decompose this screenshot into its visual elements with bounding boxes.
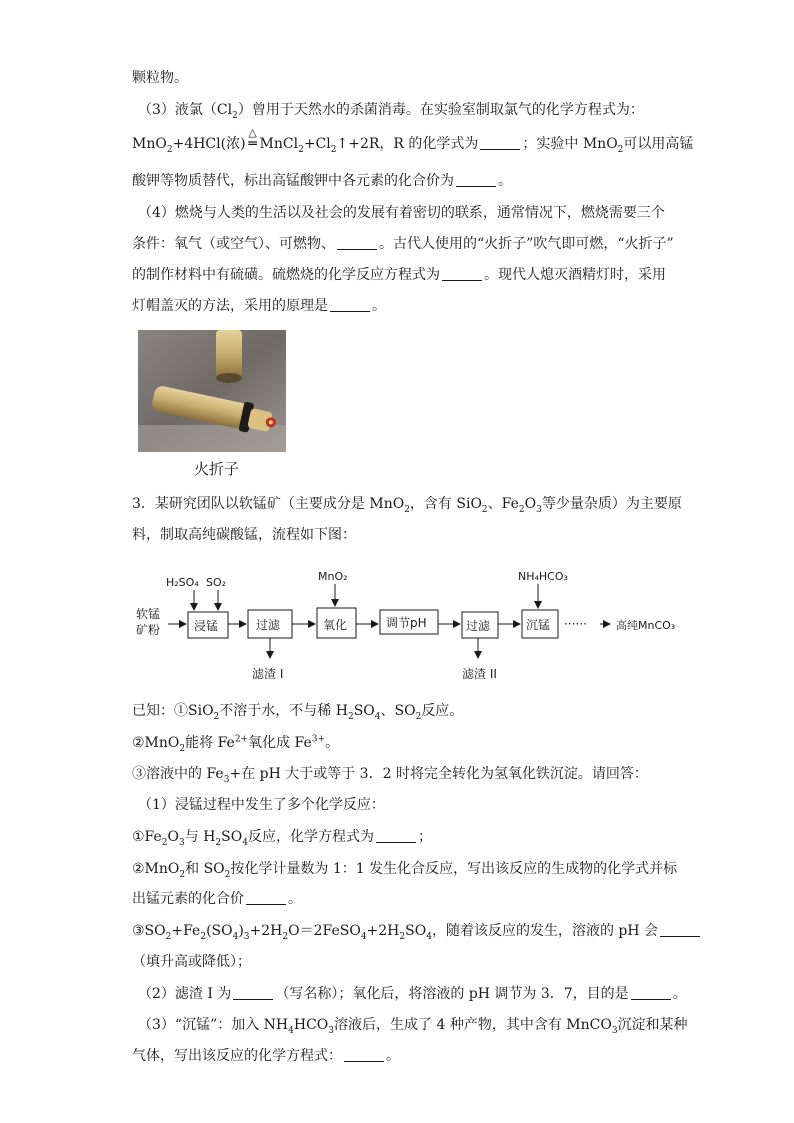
subquestion-1a: $①Fe_2O_3$与 $H_2SO_4$反应，化学方程式为 ； xyxy=(132,829,432,848)
text-line-1: 颗粒物。 xyxy=(132,70,188,86)
final-product: 高纯MnCO₃ xyxy=(616,619,676,632)
process-flow-diagram xyxy=(132,562,692,684)
known-2: ②MnO$_2$能将 $Fe^{2+}$氧化成 $Fe^{3+}$。 xyxy=(132,734,340,754)
question-3-intro: 3．某研究团队以软锰矿（主要成分是 MnO$_2$，含有 SiO$_2$、$Fe_2O_3$等少量杂质）为主要原 xyxy=(132,496,682,515)
fire-stick-photo xyxy=(138,330,286,452)
text-line-4: 酸钾等物质替代，标出高锰酸钾中各元素的化合价为 。 xyxy=(132,173,512,189)
subquestion-1c-cont: （填升高或降低）； xyxy=(132,954,251,970)
answer-blank[interactable] xyxy=(480,135,520,150)
residue-2: 滤渣 II xyxy=(462,667,497,681)
subquestion-2: （2）滤渣 I 为 （写名称）；氧化后，将溶液的 pH 调节为 3．7，目的是 。 xyxy=(138,986,687,1002)
chlorine-equation-line: MnO$_2$+4HCl(浓) △ ═ $MnCl_2+Cl_2↑+2R$，R 的化学式为 ；实验中 MnO$_2$可以用高锰 xyxy=(132,126,694,155)
text-line-8: 灯帽盖灭的方法，采用的原理是 。 xyxy=(132,298,386,314)
answer-blank[interactable] xyxy=(660,922,700,937)
subquestion-1b: ②MnO$_2$和 $SO_2$按化学计量数为 1：1 发生化合反应，写出该反应的生成物的化学式并标 xyxy=(132,861,678,880)
text-line-6: 条件：氧气（或空气）、可燃物、 。古代人使用的“火折子”吹气即可燃，“火折子” xyxy=(132,236,674,252)
question-4-combustion: （4）燃烧与人类的生活以及社会的发展有着密切的联系，通常情况下，燃烧需要三个 xyxy=(138,205,665,221)
answer-blank[interactable] xyxy=(233,985,273,1000)
raw-material-label-2: 矿粉 xyxy=(136,623,161,637)
input-mno2: MnO₂ xyxy=(318,570,348,583)
step-precipitation: 沉锰 xyxy=(526,618,551,632)
residue-1: 滤渣 I xyxy=(252,667,284,681)
answer-blank[interactable] xyxy=(246,890,286,905)
answer-blank[interactable] xyxy=(456,172,496,187)
answer-blank[interactable] xyxy=(442,266,482,281)
photo-caption: 火折子 xyxy=(194,460,240,478)
step-filter-2: 过滤 xyxy=(466,619,491,633)
answer-blank[interactable] xyxy=(631,985,671,1000)
answer-blank[interactable] xyxy=(376,828,416,843)
step-oxidation: 氧化 xyxy=(323,618,348,632)
answer-blank[interactable] xyxy=(344,1047,384,1062)
input-nh4hco3: NH₄HCO₃ xyxy=(518,570,568,583)
input-h2so4: H₂SO₄ xyxy=(166,576,199,589)
known-1: 已知：①SiO$_2$不溶于水，不与稀 $H_2SO_4$、$SO_2$反应。 xyxy=(132,703,464,722)
known-3: ③溶液中的 $Fe_3+$在 pH 大于或等于 3．2 时将完全转化为氢氧化铁沉淀。请回答： xyxy=(132,766,648,785)
text-line-10: 料，制取高纯碳酸锰，流程如下图： xyxy=(132,527,356,543)
step-adjust-ph: 调节pH xyxy=(386,616,427,630)
input-so2: SO₂ xyxy=(206,576,227,589)
raw-material-label-1: 软锰 xyxy=(136,607,161,621)
subquestion-1c: $③SO_2+Fe_2(SO_4)_3+2H_2O=2FeSO_4+2H_2SO_4$，随着该反应的发生，溶液的 pH 会 xyxy=(132,921,702,941)
flow-dots: ······ xyxy=(564,617,587,631)
step-filter-1: 过滤 xyxy=(256,618,281,632)
answer-blank[interactable] xyxy=(337,235,377,250)
subquestion-3: （3）“沉锰”：加入 $NH_4HCO_3$溶液后，生成了 4 种产物，其中含有 MnCO$_3$沉淀和某种 xyxy=(138,1017,688,1036)
subquestion-3-cont: 气体，写出该反应的化学方程式： 。 xyxy=(132,1048,400,1064)
text-line-7: 的制作材料中有硫磺。硫燃烧的化学反应方程式为 。现代人熄灭酒精灯时，采用 xyxy=(132,267,666,283)
step-leaching: 浸锰 xyxy=(194,619,219,633)
subquestion-1b-cont: 出锰元素的化合价 。 xyxy=(132,891,302,907)
subquestion-1: （1）浸锰过程中发生了多个化学反应： xyxy=(138,797,385,813)
question-3-liquid-chlorine: （3）液氯$(Cl_2)$曾用于天然水的杀菌消毒。在实验室制取氯气的化学方程式为： xyxy=(138,102,644,121)
answer-blank[interactable] xyxy=(330,297,370,312)
